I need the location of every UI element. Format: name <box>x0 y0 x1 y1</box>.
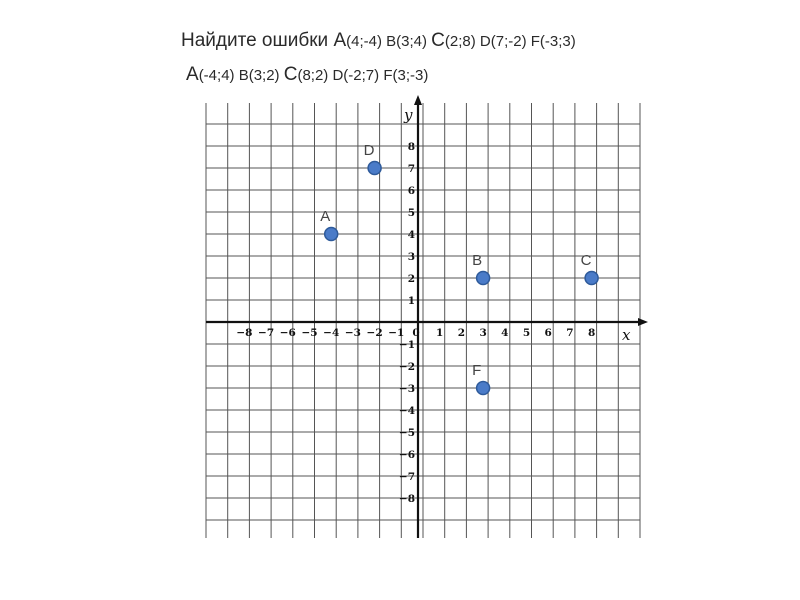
y-tick-label: 2 <box>407 273 415 285</box>
x-tick-label: −2 <box>366 327 383 339</box>
point-b <box>477 272 490 285</box>
y-tick-label: 1 <box>407 295 415 307</box>
y-tick-label: 6 <box>407 185 415 197</box>
x-tick-label: −3 <box>344 327 361 339</box>
x-tick-label: −4 <box>323 327 340 339</box>
point-label-f: F <box>472 362 482 379</box>
x-tick-label: 7 <box>566 327 574 339</box>
point-label-b: B <box>472 252 483 269</box>
point-f <box>477 382 490 395</box>
x-tick-label: 6 <box>544 327 552 339</box>
y-axis-label: y <box>404 106 413 124</box>
line1-segment: D(7;-2) <box>479 33 531 50</box>
y-tick-label: −6 <box>398 449 415 461</box>
x-tick-label: 0 <box>412 327 420 339</box>
y-tick-label: 5 <box>407 207 415 219</box>
y-tick-label: −7 <box>398 471 415 483</box>
point-d <box>368 162 381 175</box>
x-tick-label: −8 <box>236 327 253 339</box>
x-tick-label: 8 <box>587 327 596 339</box>
line2-segment: (-4;4) <box>198 67 239 84</box>
point-label-d: D <box>363 142 375 159</box>
line1-segment: С <box>431 30 445 51</box>
x-tick-label: 1 <box>436 327 444 339</box>
line1-segment: А <box>333 30 347 51</box>
x-tick-label: −1 <box>388 327 405 339</box>
y-tick-label: −5 <box>398 427 415 439</box>
y-axis-arrow <box>414 95 422 105</box>
line1-segment: B(3;4) <box>386 33 432 50</box>
point-a <box>325 228 338 241</box>
line1-segment: (4;-4) <box>346 33 387 50</box>
x-tick-label: −6 <box>279 327 296 339</box>
y-tick-label: −8 <box>398 493 415 505</box>
y-tick-label: −3 <box>398 383 415 395</box>
y-tick-label: 3 <box>407 251 415 263</box>
x-tick-label: 4 <box>501 327 509 339</box>
line1-segment: Найдите ошибки <box>181 30 334 51</box>
line1-segment: F(-3;3) <box>530 33 576 50</box>
point-label-c: C <box>580 252 592 269</box>
line2-segment: С <box>283 64 298 85</box>
line2-segment: F(3;-3) <box>383 67 429 84</box>
y-tick-label: 4 <box>407 229 415 241</box>
point-c <box>585 272 598 285</box>
x-axis-label: x <box>622 326 631 344</box>
line1-segment: (2;8) <box>444 33 480 50</box>
point-label-a: А <box>320 208 331 225</box>
line2-segment: А <box>186 64 199 85</box>
y-tick-label: 8 <box>407 141 415 153</box>
x-tick-label: 2 <box>457 327 466 339</box>
x-tick-label: 5 <box>522 327 531 339</box>
line2-segment: (8;2) <box>297 67 333 84</box>
x-tick-label: −7 <box>258 327 275 339</box>
y-tick-label: −1 <box>398 339 415 351</box>
x-tick-label: −5 <box>301 327 318 339</box>
y-tick-label: −4 <box>398 405 415 417</box>
y-tick-label: −2 <box>398 361 415 373</box>
line2-segment: B(3;2) <box>238 67 284 84</box>
line2-segment: D(-2;7) <box>332 67 384 84</box>
x-axis-arrow <box>638 318 648 326</box>
y-tick-label: 7 <box>407 163 415 175</box>
x-tick-label: 3 <box>479 327 487 339</box>
